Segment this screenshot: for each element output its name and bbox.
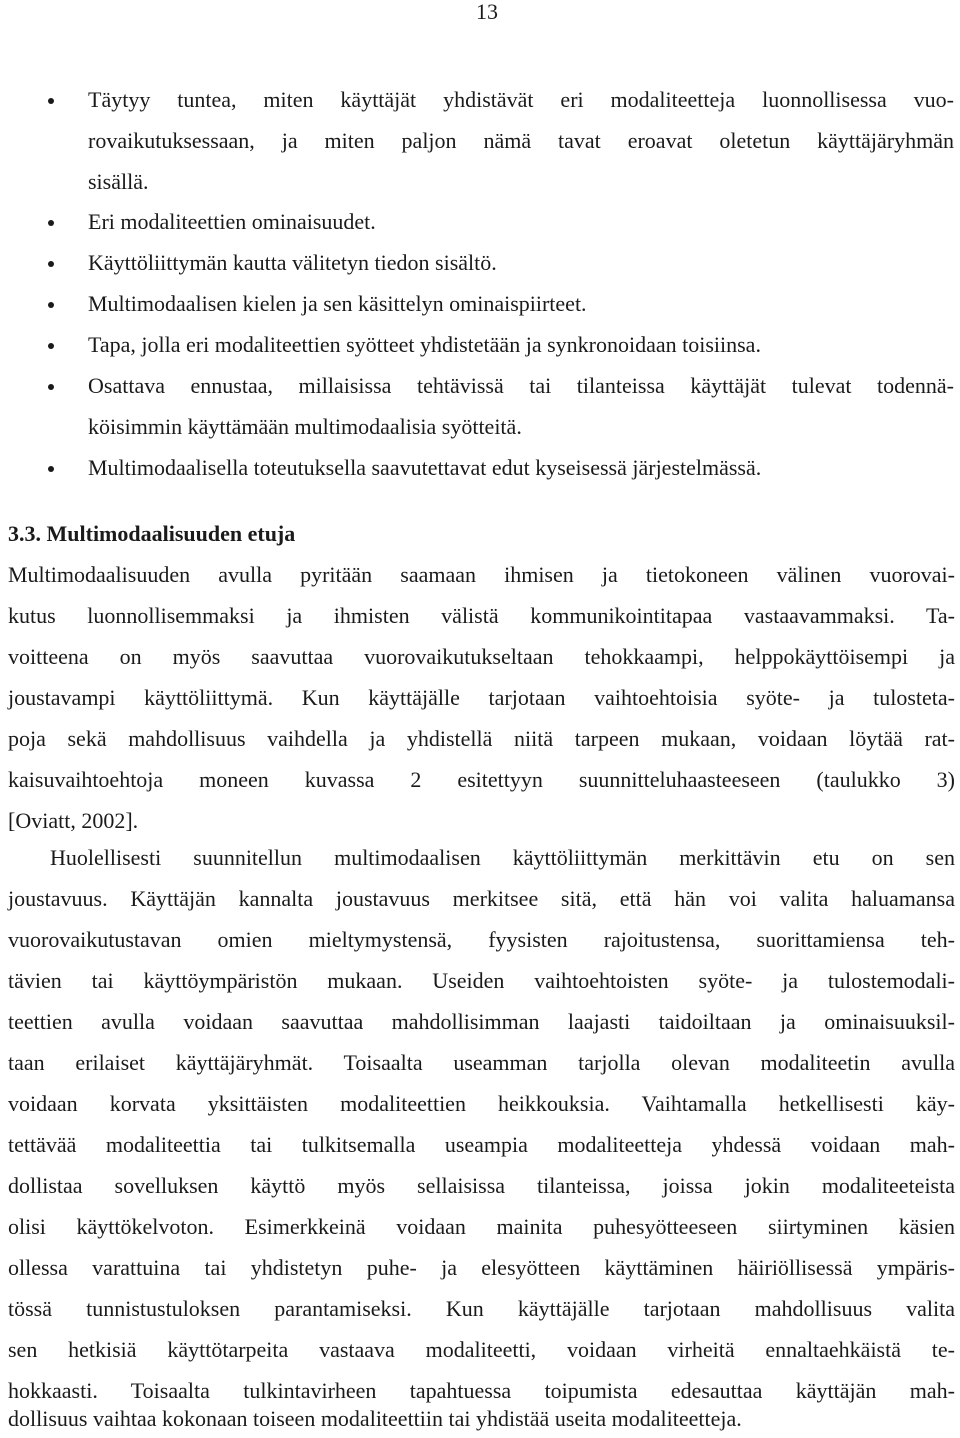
bullet-dot xyxy=(48,343,54,349)
bullet-dot xyxy=(48,220,54,226)
list-item-line: Eri modaliteettien ominaisuudet. xyxy=(88,209,376,234)
paragraph-line: hokkaasti. Toisaalta tulkintavirheen tapahtuessa toipumista edesauttaa käyttäjän mah- xyxy=(8,1378,955,1403)
paragraph-line: tettävää modaliteettia tai tulkitsemalla useampia modaliteetteja yhdessä voidaan mah- xyxy=(8,1132,955,1157)
paragraph-line: joustavuus. Käyttäjän kannalta joustavuus merkitsee sitä, että hän voi valita haluamansa xyxy=(8,886,955,911)
list-item-line: Osattava ennustaa, millaisissa tehtävissä tai tilanteissa käyttäjät tulevat todennä- xyxy=(88,373,954,398)
paragraph-line: kaisuvaihtoehtoja moneen kuvassa 2 esitettyyn suunnitteluhaasteeseen (taulukko 3) xyxy=(8,767,955,792)
paragraph-line: Huolellisesti suunnitellun multimodaalisen käyttöliittymän merkittävin etu on sen xyxy=(50,845,955,870)
bullet-dot xyxy=(48,302,54,308)
paragraph-line: dollistaa sovelluksen käyttö myös sellaisissa tilanteissa, joissa jokin modaliteeteista xyxy=(8,1173,955,1198)
paragraph-line: olisi käyttökelvoton. Esimerkkeinä voidaan mainita puhesyötteeseen siirtyminen käsien xyxy=(8,1214,955,1239)
paragraph-line: tössä tunnistustuloksen parantamiseksi. Kun käyttäjälle tarjotaan mahdollisuus valita xyxy=(8,1296,955,1321)
list-item-line: Multimodaalisen kielen ja sen käsittelyn ominaispiirteet. xyxy=(88,291,587,316)
paragraph-line: voidaan korvata yksittäisten modaliteettien heikkouksia. Vaihtamalla hetkellisesti käy- xyxy=(8,1091,955,1116)
paragraph-line: dollisuus vaihtaa kokonaan toiseen modaliteettiin tai yhdistää useita modaliteetteja. xyxy=(8,1406,742,1431)
list-item-line: Multimodaalisella toteutuksella saavutettavat edut kyseisessä järjestelmässä. xyxy=(88,455,762,480)
paragraph-line: joustavampi käyttöliittymä. Kun käyttäjälle tarjotaan vaihtoehtoisia syöte- ja tulosteta- xyxy=(8,685,955,710)
paragraph-line: tävien tai käyttöympäristön mukaan. Useiden vaihtoehtoisten syöte- ja tulostemodali- xyxy=(8,968,955,993)
paragraph-line: ollessa varattuina tai yhdistetyn puhe- ja elesyötteen käyttäminen häiriöllisessä ympäris- xyxy=(8,1255,955,1280)
paragraph-line: taan erilaiset käyttäjäryhmät. Toisaalta useamman tarjolla olevan modaliteetin avulla xyxy=(8,1050,955,1075)
bullet-dot xyxy=(48,98,54,104)
list-item-line: Tapa, jolla eri modaliteettien syötteet yhdistetään ja synkronoidaan toisiinsa. xyxy=(88,332,761,357)
list-item-line: Täytyy tuntea, miten käyttäjät yhdistävät eri modaliteetteja luonnollisessa vuo- xyxy=(88,87,954,112)
section-heading: 3.3. Multimodaalisuuden etuja xyxy=(8,521,296,546)
paragraph-line: [Oviatt, 2002]. xyxy=(8,808,139,833)
page-number: 13 xyxy=(476,0,498,24)
paragraph-line: poja sekä mahdollisuus vaihdella ja yhdistellä niitä tarpeen mukaan, voidaan löytää rat- xyxy=(8,726,955,751)
list-item-line: köisimmin käyttämään multimodaalisia syötteitä. xyxy=(88,414,522,439)
paragraph-line: voitteena on myös saavuttaa vuorovaikutukseltaan tehokkaampi, helppokäyttöisempi ja xyxy=(8,644,955,669)
list-item-line: rovaikutuksessaan, ja miten paljon nämä tavat eroavat oletetun käyttäjäryhmän xyxy=(88,128,954,153)
list-item-line: Käyttöliittymän kautta välitetyn tiedon sisältö. xyxy=(88,250,497,275)
bullet-dot xyxy=(48,384,54,390)
paragraph-line: kutus luonnollisemmaksi ja ihmisten välistä kommunikointitapaa vastaavammaksi. Ta- xyxy=(8,603,955,628)
bullet-dot xyxy=(48,261,54,267)
bullet-dot xyxy=(48,466,54,472)
paragraph-line: vuorovaikutustavan omien mieltymystensä, fyysisten rajoitustensa, suorittamiensa teh- xyxy=(8,927,955,952)
paragraph-line: sen hetkisiä käyttötarpeita vastaava modaliteetti, voidaan virheitä ennaltaehkäistä te- xyxy=(8,1337,955,1362)
paragraph-line: teettien avulla voidaan saavuttaa mahdollisimman laajasti taidoiltaan ja ominaisuuksil- xyxy=(8,1009,955,1034)
list-item-line: sisällä. xyxy=(88,169,149,194)
paragraph-line: Multimodaalisuuden avulla pyritään saamaan ihmisen ja tietokoneen välinen vuorovai- xyxy=(8,562,955,587)
